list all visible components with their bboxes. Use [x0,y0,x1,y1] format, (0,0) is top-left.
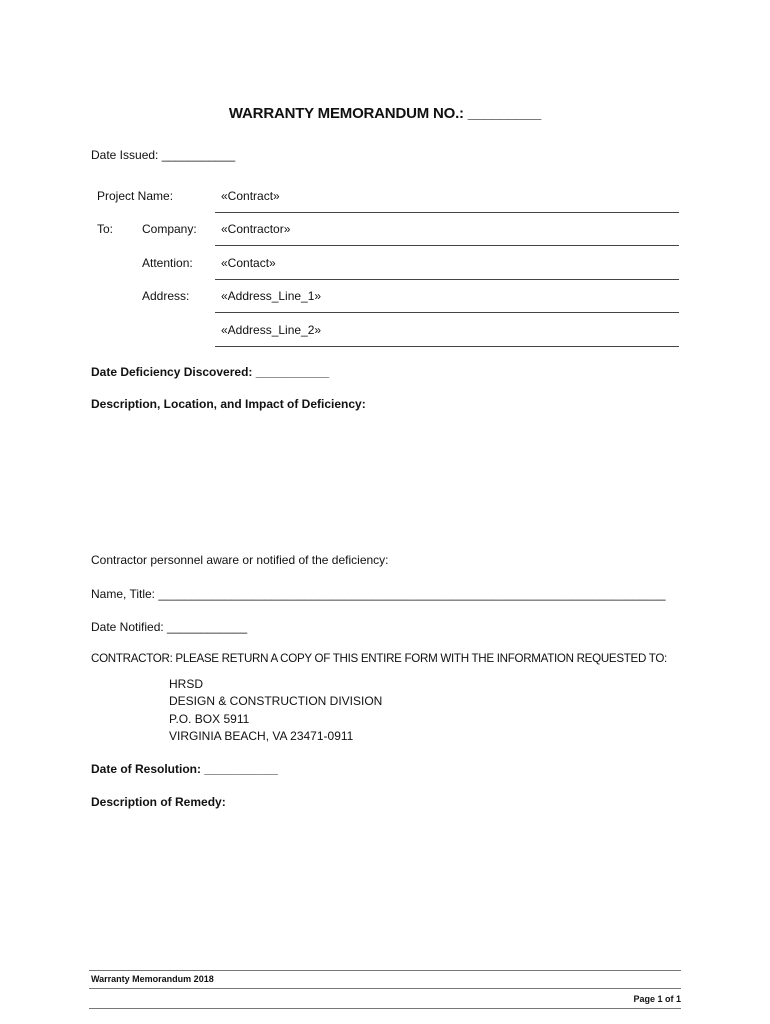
contractor-personnel-label: Contractor personnel aware or notified of the deficiency: [91,553,389,567]
address-line-1: «Address_Line_1» [221,289,322,303]
page-number: Page 1 of 1 [633,994,681,1004]
company-value: «Contractor» [221,222,291,236]
date-of-resolution: Date of Resolution: ___________ [91,762,278,776]
to-label: To: [97,222,114,236]
project-name-label: Project Name: [97,189,174,203]
name-title-field: Name, Title: ____________________________________________________________________________ [91,587,666,601]
company-label: Company: [142,222,197,236]
footer-bottom-rule [89,1008,681,1009]
return-instruction: CONTRACTOR: PLEASE RETURN A COPY OF THIS ENTIRE FORM WITH THE INFORMATION REQUESTED TO: [91,652,667,665]
description-remedy-heading: Description of Remedy: [91,795,226,809]
attention-rule [215,279,679,280]
address-line-2-rule [215,346,679,347]
date-issued: Date Issued: ___________ [91,148,236,162]
return-address-line: VIRGINIA BEACH, VA 23471-0911 [169,729,354,743]
date-deficiency-discovered: Date Deficiency Discovered: ___________ [91,365,330,379]
return-address-line: DESIGN & CONSTRUCTION DIVISION [169,694,383,708]
attention-label: Attention: [142,256,193,270]
return-address-line: HRSD [169,677,204,691]
attention-value: «Contact» [221,256,276,270]
return-address-line: P.O. BOX 5911 [169,712,250,726]
description-deficiency-heading: Description, Location, and Impact of Deficiency: [91,397,366,411]
project-name-rule [215,212,679,213]
footer-middle-rule [89,988,681,989]
address-line-2: «Address_Line_2» [221,323,322,337]
date-notified-field: Date Notified: ____________ [91,620,248,634]
address-label: Address: [142,289,190,303]
address-line-1-rule [215,312,679,313]
project-name-value: «Contract» [221,189,280,203]
company-rule [215,245,679,246]
footer-top-rule [89,970,681,971]
footer-title: Warranty Memorandum 2018 [91,974,214,984]
page-title: WARRANTY MEMORANDUM NO.: _________ [228,105,542,122]
